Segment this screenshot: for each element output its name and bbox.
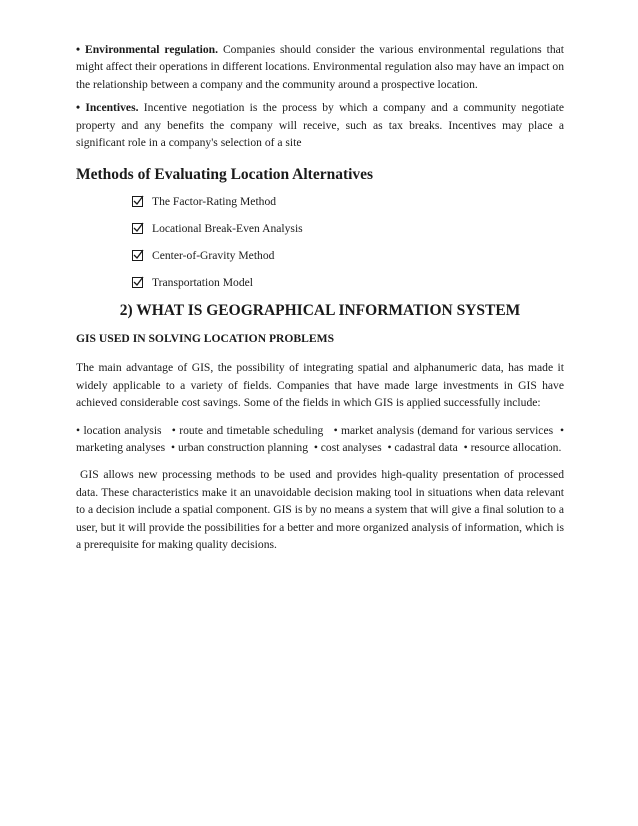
field-item: • cost analyses bbox=[313, 441, 382, 455]
gis-fields-list bbox=[76, 422, 564, 457]
list-item bbox=[132, 220, 564, 237]
environmental-regulation-text: Companies should consider the various environmental regulations that might affect their operations in different locations. Environmental regulation also may have an impact on the relationship between a company and the community around a prospective location. bbox=[76, 43, 564, 91]
checkbox-checked-icon bbox=[132, 196, 143, 207]
incentives-paragraph bbox=[76, 99, 564, 151]
field-item: • cadastral data bbox=[387, 441, 458, 455]
method-label: Locational Break-Even Analysis bbox=[152, 222, 303, 236]
gis-paragraph-1: The main advantage of GIS, the possibility of integrating spatial and alphanumeric data, has made it widely applicable to a variety of fields. Companies that have made large investments in GIS have achieved considerable cost savings. Some of the fields in which GIS is applied successfully include: bbox=[76, 361, 564, 410]
checkbox-checked-icon bbox=[132, 250, 143, 261]
page-content bbox=[76, 41, 564, 560]
gis-paragraph-2: GIS allows new processing methods to be used and provides high-quality presentation of processed data. These characteristics make it an unavoidable decision making tool in situations when data relevant to a decision include a spatial component. GIS is by no means a system that will give a final solution to a user, but it will provide the possibilities for a better and more organized analysis of information, which is a prerequisite for making quality decisions. bbox=[76, 468, 564, 552]
environmental-regulation-title: • Environmental regulation. bbox=[76, 43, 219, 56]
field-item: • location analysis bbox=[76, 423, 162, 437]
field-item: • urban construction planning bbox=[170, 441, 309, 455]
checkbox-checked-icon bbox=[132, 223, 143, 234]
gis-subheading: GIS USED IN SOLVING LOCATION PROBLEMS bbox=[76, 332, 335, 346]
methods-heading: Methods of Evaluating Location Alternatives bbox=[76, 166, 374, 184]
environmental-regulation-paragraph bbox=[76, 41, 564, 93]
field-item: • route and timetable scheduling bbox=[171, 423, 324, 437]
field-item: • resource allocation. bbox=[463, 441, 562, 455]
incentives-text: Incentive negotiation is the process by which a company and a community negotiate property and any benefits the company will receive, such as tax breaks. Incentives may place a significant role in a company's selection of a site bbox=[76, 101, 565, 150]
list-item bbox=[132, 274, 564, 291]
method-label: The Factor-Rating Method bbox=[152, 195, 277, 209]
gis-heading: 2) WHAT IS GEOGRAPHICAL INFORMATION SYSTEM bbox=[119, 302, 521, 320]
methods-list bbox=[76, 193, 564, 291]
incentives-title: • Incentives. bbox=[76, 101, 139, 115]
method-label: Center-of-Gravity Method bbox=[152, 249, 275, 263]
list-item bbox=[132, 193, 564, 210]
checkbox-checked-icon bbox=[132, 277, 143, 288]
list-item bbox=[132, 247, 564, 264]
field-item: • marketing analyses bbox=[76, 423, 564, 455]
method-label: Transportation Model bbox=[152, 276, 254, 290]
field-item: • market analysis (demand for various services bbox=[333, 423, 554, 437]
